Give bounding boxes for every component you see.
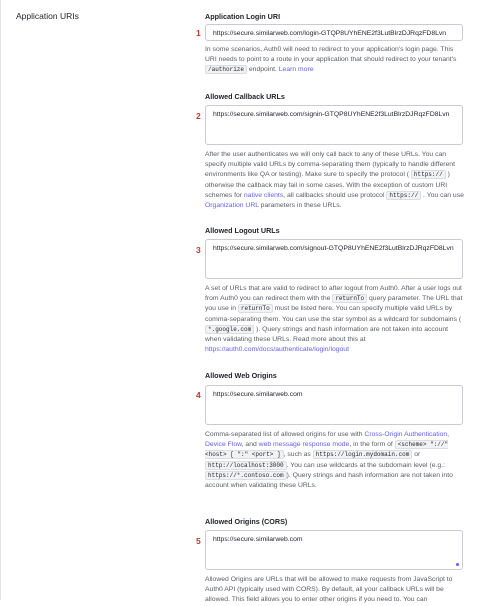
login-uri-input[interactable]: https://secure.similarweb.com/login-GTQP8UYhENE2f3LutBlrzDJRqzFD8Lvn [205,24,463,41]
step-marker-1: 1 [196,28,201,38]
help-text: A set of URLs that are valid to redirect to after logout from Auth0. After a user logs out from Auth0 you can redirect them with the [205,285,462,303]
help-text: , and [241,441,259,449]
help-text: , all callbacks should use protocol [283,191,387,199]
help-text: , in the form of [349,441,395,449]
logout-urls-textarea[interactable]: https://secure.similarweb.com/signout-GTQP8UYhENE2f3LutBlrzDJRqzFD8Lvn [205,239,463,279]
inline-code: http://localhost:3000 [205,461,287,470]
help-link[interactable]: Device Flow [205,441,242,449]
help-text: In some scenarios, Auth0 will need to redirect to your application's login page. This URI needs to point to a route in your application that should redirect to your tenant's [205,46,457,64]
help-link[interactable]: Cross-Origin Authentication [364,431,448,438]
help-text: ). Query strings and hash information are not taken into account when validating these URLs. [205,471,453,490]
help-text: After the user authenticates we will only call back to any of these URLs. You can specify multiple valid URLs by comma-separating them (typically to handle different environments like QA or testing). Make sure to specify the protocol ( [205,151,455,179]
section-title: Application URIs [16,11,79,21]
inline-code: /authorize [205,65,247,74]
help-text: . You can use wildcards at the subdomain level (e.g.: [286,461,445,469]
help-text: , [447,431,450,438]
cors-origins-textarea[interactable]: https://secure.similarweb.com [205,530,463,570]
help-link[interactable]: native clients [243,191,284,199]
help-text: Allowed Origins are URLs that will be allowed to make requests from JavaScript to Auth0 API (typically used with CORS). By default, all your callback URLs will be allowed. This field allows you to enter other origins if you need to. You can [205,576,453,604]
logout-urls-help [205,284,465,355]
help-text: , such as [283,451,313,459]
inline-code: https://login.mydomain.com [313,450,413,459]
login-uri-label: Application Login URI [205,12,281,21]
help-text: must be listed here. You can specify multiple valid URLs by comma-separating them. You can use the star symbol as a wildcard for subdomains ( [205,305,462,323]
help-link[interactable]: https://auth0.com/docs/authenticate/login/logout [205,346,349,354]
login-uri-help [205,45,465,76]
cors-origins-label: Allowed Origins (CORS) [205,517,288,526]
inline-code: returnTo [238,304,273,313]
web-origins-textarea[interactable]: https://secure.similarweb.com [205,385,463,425]
help-text: ). Query strings and hash information are not taken into account when validating these URLs. Read more about this at [205,325,449,344]
logout-urls-label: Allowed Logout URLs [205,226,280,235]
help-text: . You can use [421,191,464,199]
help-text: Comma-separated list of allowed origins for use with [205,431,365,438]
inline-code: <scheme> "://" <host> [ ":" <port> ] [205,441,449,459]
help-link[interactable]: web message response mode [258,441,350,449]
inline-code: https:// [411,170,446,179]
inline-code: https:// [386,191,421,200]
help-text: ) otherwise the callback may fail in some cases. With the exception of custom URI schemes for [205,171,450,199]
step-marker-5: 5 [196,536,201,546]
inline-code: https://*.contoso.com [205,471,287,480]
callback-urls-textarea[interactable]: https://secure.similarweb.com/signin-GTQP8UYhENE2f3LutBlrzDJRqzFD8Lvn [205,105,463,145]
callback-urls-label: Allowed Callback URLs [205,92,285,101]
inline-code: returnTo [332,294,367,303]
cors-origins-help [205,575,465,606]
callback-urls-help [205,150,465,211]
help-link[interactable]: Learn more [278,66,314,74]
step-marker-2: 2 [196,111,201,121]
web-origins-help [205,430,465,491]
step-marker-4: 4 [196,390,201,400]
help-link[interactable]: Organization URL [205,202,259,210]
help-text: or [412,451,421,459]
help-text: parameters in these URLs. [258,202,342,210]
web-origins-label: Allowed Web Origins [205,371,277,380]
help-text: endpoint. [247,66,279,74]
help-text: query parameter. The URL that you use in [205,295,463,313]
textarea-resize-handle[interactable] [456,563,459,566]
left-border [0,0,1,600]
inline-code: *.google.com [205,325,254,334]
step-marker-3: 3 [196,245,201,255]
